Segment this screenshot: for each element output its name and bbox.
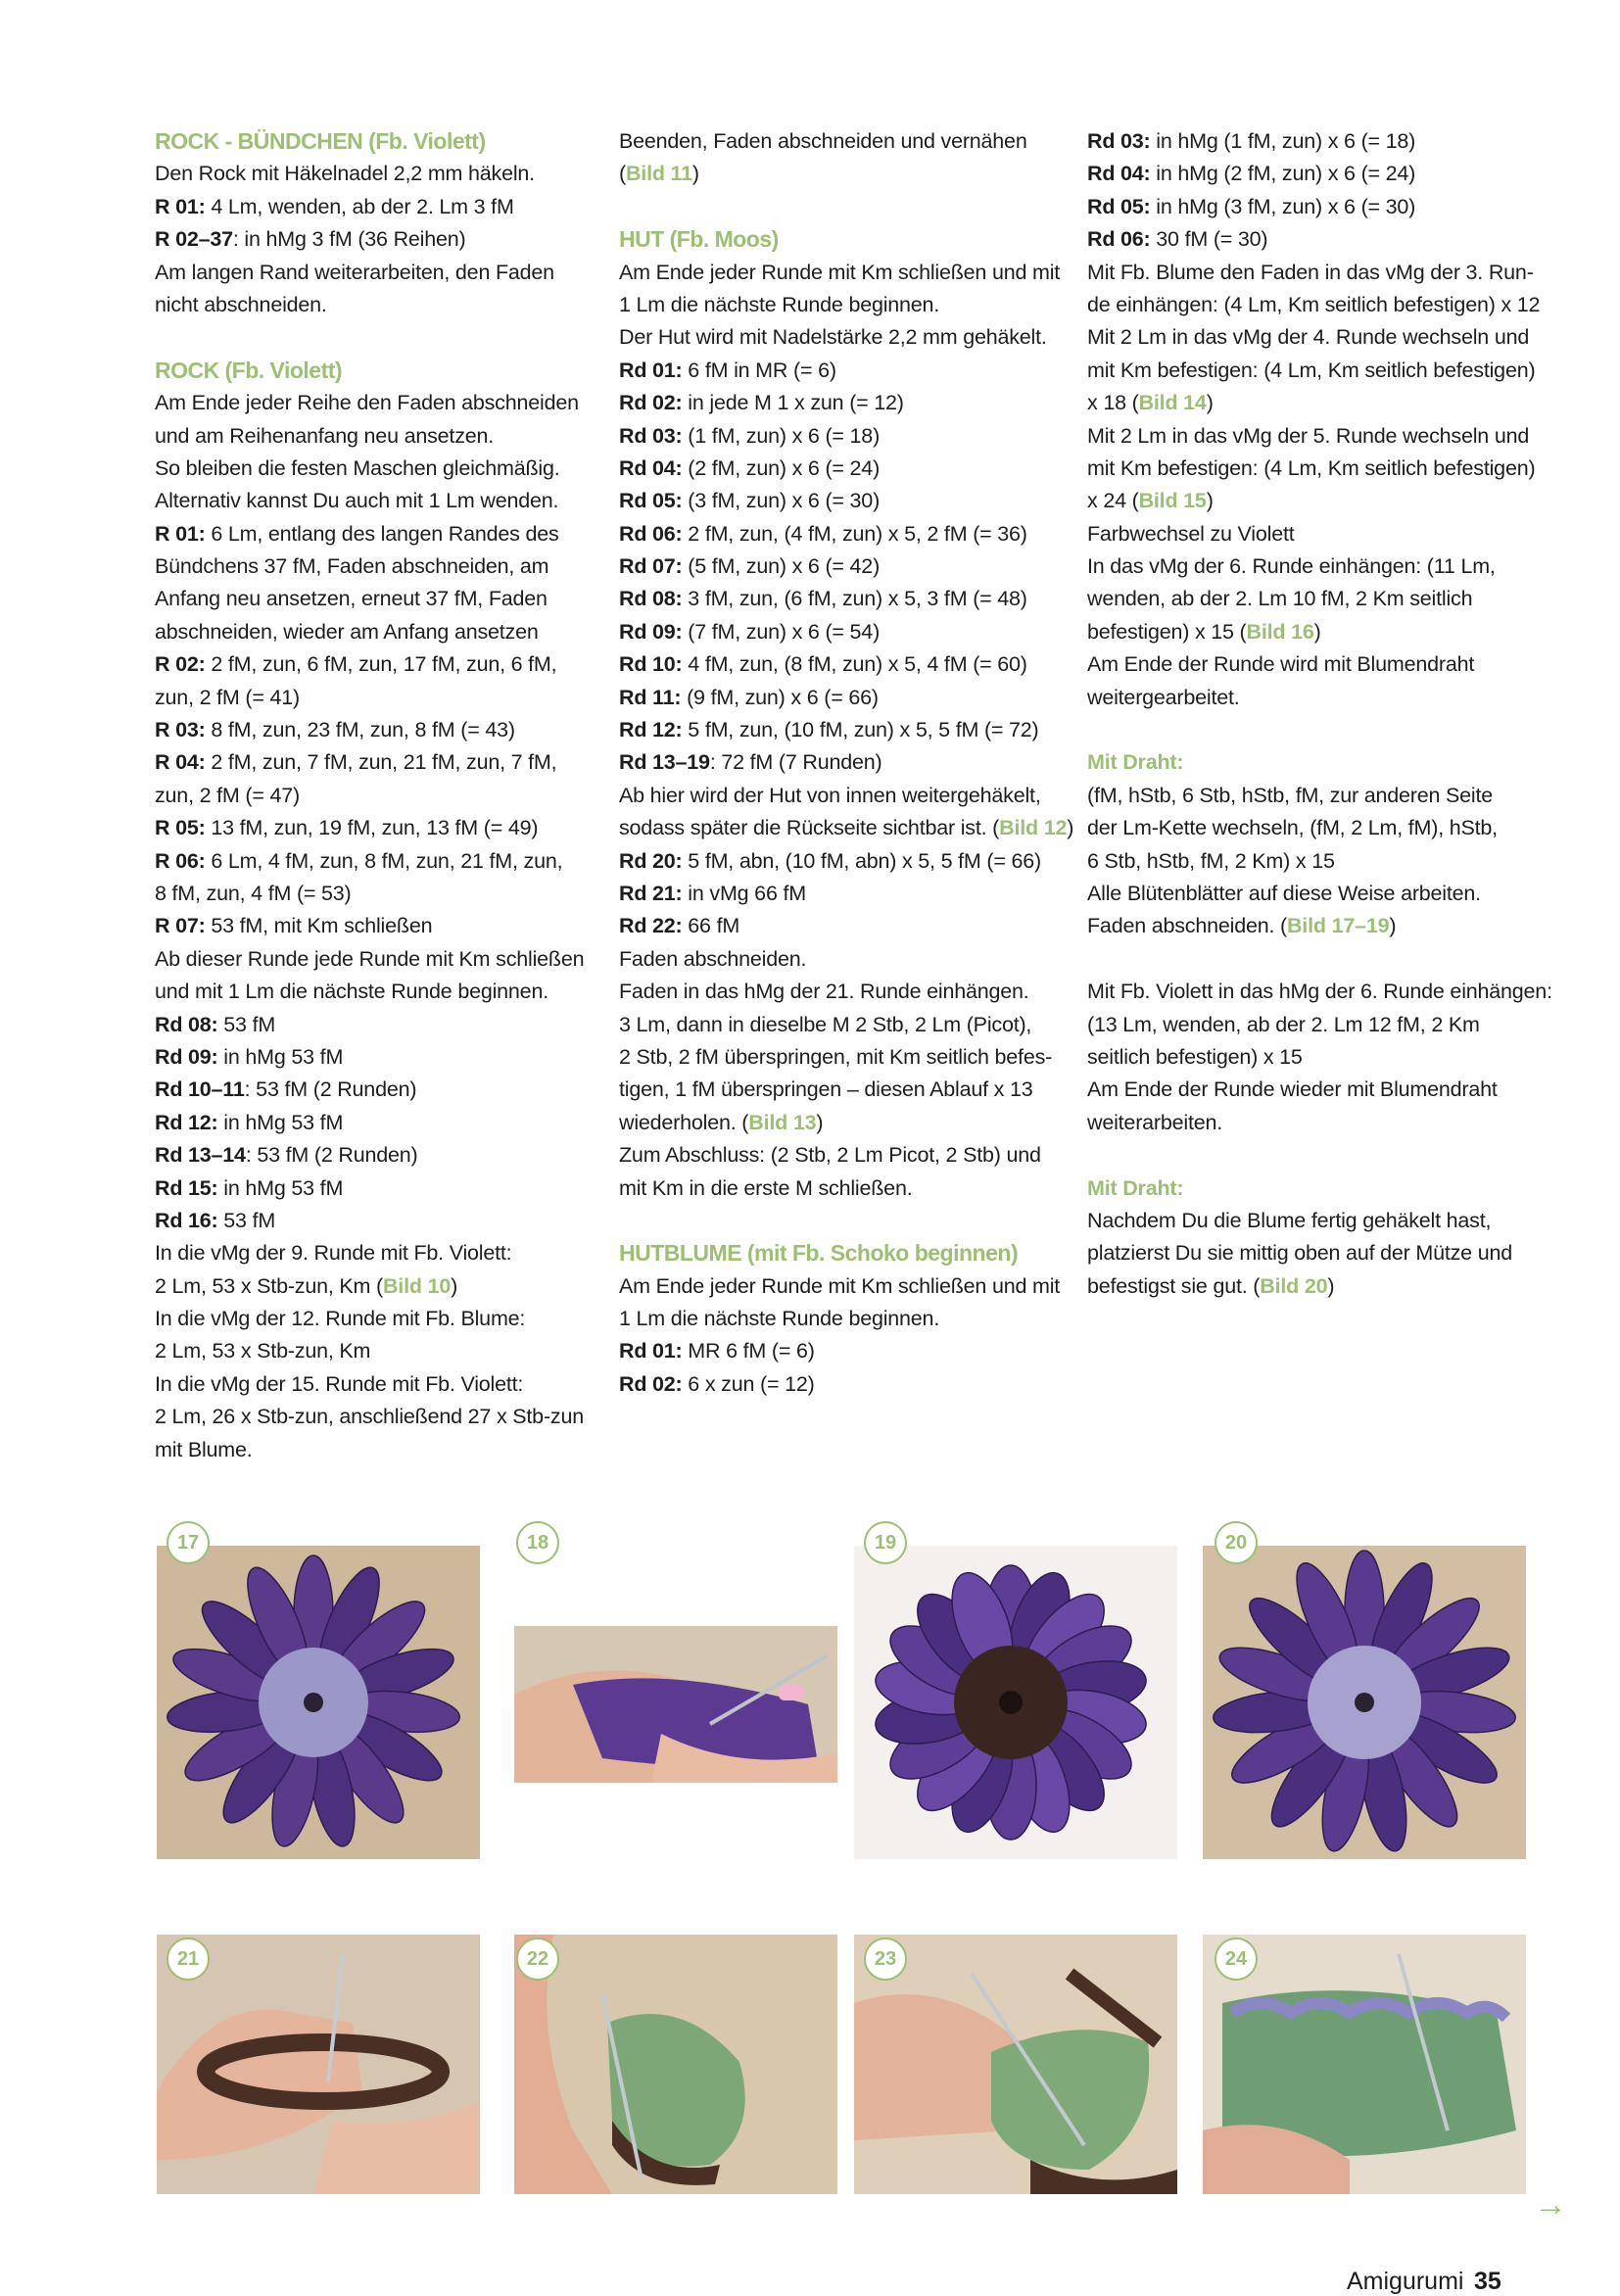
row-label: Rd 02: (619, 391, 683, 415)
text-line: zun, 2 fM (= 41) (155, 685, 300, 709)
text-line: In die vMg der 12. Runde mit Fb. Blume: (155, 1307, 526, 1331)
row-label: Rd 06: (619, 521, 683, 546)
row-label: R 04: (155, 750, 206, 775)
line-text-end: ) (1313, 619, 1321, 644)
photo-19 (854, 1546, 1177, 1859)
text-line: Mit 2 Lm in das vMg der 4. Runde wechseln und (1087, 325, 1530, 350)
instruction-row (1087, 125, 1533, 158)
row-text: in jede M 1 x zun (= 12) (682, 391, 904, 415)
instruction-row (155, 648, 600, 681)
row-text: 2 fM, zun, 7 fM, zun, 21 fM, zun, 7 fM, (205, 750, 557, 775)
row-text: (5 fM, zun) x 6 (= 42) (682, 554, 881, 579)
row-text: in hMg (3 fM, zun) x 6 (= 30) (1150, 194, 1416, 218)
heading-title: ROCK (155, 357, 219, 383)
row-text: 6 Lm, entlang des langen Randes des (205, 521, 559, 546)
row-label: Rd 05: (619, 489, 683, 513)
text-line: Bündchens 37 fM, Faden abschneiden, am (155, 554, 549, 579)
instruction-row (619, 1368, 1065, 1401)
text-line: Faden in das hMg der 21. Runde einhängen. (619, 980, 1029, 1004)
row-label: Rd 04: (619, 455, 683, 480)
text-line: wenden, ab der 2. Lm 10 fM, 2 Km seitlich (1087, 587, 1473, 611)
image-reference: Bild 15 (1138, 489, 1207, 513)
line-text: sodass später die Rückseite sichtbar ist. ( (619, 816, 1000, 840)
instruction-row (155, 746, 600, 779)
instruction-row (619, 714, 1065, 746)
spacer (155, 321, 600, 354)
text-line: In das vMg der 6. Runde einhängen: (11 Lm, (1087, 554, 1496, 579)
row-text: in vMg 66 fM (682, 881, 806, 905)
row-text: in hMg (2 fM, zun) x 6 (= 24) (1150, 162, 1416, 186)
text-line: 2 Lm, 26 x Stb-zun, anschließend 27 x Stb-zun (155, 1405, 584, 1429)
heading-title: HUTBLUME (619, 1240, 742, 1267)
column-1 (155, 125, 600, 1466)
subheading (1087, 1172, 1533, 1205)
row-text: 5 fM, zun, (10 fM, zun) x 5, 5 fM (= 72) (682, 718, 1039, 742)
text-line: Am Ende der Runde wird mit Blumendraht (1087, 652, 1475, 677)
image-reference: Bild 12 (999, 816, 1068, 840)
subheading-text: Mit Draht: (1087, 750, 1184, 775)
spacer (1087, 714, 1533, 746)
instruction-row (1087, 158, 1533, 190)
row-label: R 02: (155, 652, 206, 677)
instruction-row (155, 223, 600, 256)
text-line: Beenden, Faden abschneiden und vernähen (619, 129, 1027, 153)
text-line: 1 Lm die nächste Runde beginnen. (619, 1307, 940, 1331)
photo-number-24: 24 (1215, 1937, 1258, 1981)
image-reference: Bild 13 (748, 1110, 817, 1134)
instruction-row (155, 191, 600, 223)
photo-23 (854, 1935, 1177, 2194)
row-label: Rd 08: (155, 1012, 218, 1036)
photo-number-19: 19 (864, 1521, 907, 1564)
row-text: : 53 fM (2 Runden) (244, 1077, 417, 1102)
row-text: 4 fM, zun, (8 fM, zun) x 5, 4 fM (= 60) (682, 652, 1027, 677)
row-text: 53 fM (217, 1012, 276, 1036)
page-footer (1347, 2268, 1501, 2296)
line-text-end: ) (691, 162, 699, 186)
text-line: mit Km befestigen: (4 Lm, Km seitlich befestigen) (1087, 358, 1536, 382)
text-line (1087, 1270, 1533, 1303)
line-text-end: ) (1206, 489, 1214, 513)
row-label: Rd 21: (619, 881, 683, 905)
row-text: : 53 fM (2 Runden) (245, 1143, 418, 1168)
photo-number-18: 18 (516, 1521, 559, 1564)
instruction-row (155, 1172, 600, 1205)
text-line: weiterarbeiten. (1087, 1110, 1223, 1134)
row-label: R 05: (155, 816, 206, 840)
photo-22 (514, 1935, 837, 2194)
text-line: So bleiben die festen Maschen gleichmäßig. (155, 455, 560, 480)
instruction-row (155, 910, 600, 942)
text-line: (13 Lm, wenden, ab der 2. Lm 12 fM, 2 Km (1087, 1012, 1480, 1036)
page-number: 35 (1473, 2268, 1501, 2295)
row-text: (2 fM, zun) x 6 (= 24) (682, 455, 881, 480)
line-text-end: ) (1389, 914, 1397, 938)
row-text: (9 fM, zun) x 6 (= 66) (681, 685, 879, 709)
text-line: mit Km in die erste M schließen. (619, 1175, 913, 1200)
text-line (155, 1270, 600, 1303)
row-label: Rd 05: (1087, 194, 1151, 218)
text-line: Alle Blütenblätter auf diese Weise arbeiten. (1087, 881, 1481, 905)
row-label: Rd 15: (155, 1175, 218, 1200)
text-line: Am langen Rand weiterarbeiten, den Faden (155, 260, 554, 284)
instruction-row (155, 1139, 600, 1172)
row-label: R 01: (155, 521, 206, 546)
text-line: Anfang neu ansetzen, erneut 37 fM, Faden (155, 587, 548, 611)
section-heading (619, 1237, 1065, 1269)
row-label: Rd 03: (1087, 129, 1151, 153)
text-line: 1 Lm die nächste Runde beginnen. (619, 292, 940, 316)
instruction-row (619, 616, 1065, 648)
section-heading (155, 125, 600, 158)
text-line: nicht abschneiden. (155, 292, 327, 316)
line-text: x 24 ( (1087, 489, 1139, 513)
section-heading (155, 355, 600, 387)
line-text-end: ) (1327, 1273, 1335, 1298)
row-text: 2 fM, zun, (4 fM, zun) x 5, 2 fM (= 36) (682, 521, 1027, 546)
line-text-end: ) (1067, 816, 1074, 840)
row-label: R 07: (155, 914, 206, 938)
row-label: Rd 13–14 (155, 1143, 246, 1168)
instruction-row (619, 648, 1065, 681)
row-text: in hMg 53 fM (217, 1110, 344, 1134)
text-line: abschneiden, wieder am Anfang ansetzen (155, 619, 539, 644)
row-text: in hMg 53 fM (217, 1175, 344, 1200)
section-heading (619, 223, 1065, 256)
image-reference: Bild 20 (1260, 1273, 1328, 1298)
row-text: MR 6 fM (= 6) (682, 1339, 815, 1363)
row-label: R 02–37 (155, 227, 233, 252)
text-line: 8 fM, zun, 4 fM (= 53) (155, 881, 352, 905)
heading-subtitle: (Fb. Violett) (368, 128, 486, 154)
instruction-row (619, 910, 1065, 942)
row-label: Rd 10: (619, 652, 683, 677)
text-line: Faden abschneiden. (619, 946, 807, 971)
line-text-end: ) (451, 1273, 458, 1298)
text-line: weitergearbeitet. (1087, 685, 1240, 709)
text-line: Alternativ kannst Du auch mit 1 Lm wenden. (155, 489, 559, 513)
line-text-end: ) (1206, 391, 1214, 415)
row-text: in hMg 53 fM (217, 1044, 344, 1069)
instruction-row (619, 1335, 1065, 1367)
instruction-row (619, 845, 1065, 878)
text-line (619, 1107, 1065, 1139)
row-text: 6 fM in MR (= 6) (682, 358, 836, 382)
row-label: Rd 11: (619, 685, 682, 709)
heading-title: ROCK - BÜNDCHEN (155, 128, 363, 154)
photo-number-21: 21 (167, 1937, 210, 1981)
row-label: Rd 12: (619, 718, 683, 742)
text-line: de einhängen: (4 Lm, Km seitlich befestigen) x 12 (1087, 292, 1541, 316)
text-line (619, 812, 1074, 844)
text-line: Am Ende jeder Runde mit Km schließen und mit (619, 260, 1061, 284)
next-page-arrow-icon: → (1534, 2186, 1567, 2224)
text-line (1087, 616, 1533, 648)
row-label: Rd 10–11 (155, 1077, 245, 1102)
image-reference: Bild 16 (1246, 619, 1314, 644)
row-label: R 03: (155, 718, 206, 742)
subheading-text: Mit Draht: (1087, 1175, 1184, 1200)
row-text: (7 fM, zun) x 6 (= 54) (682, 619, 881, 644)
text-line: 3 Lm, dann in dieselbe M 2 Stb, 2 Lm (Picot), (619, 1012, 1032, 1036)
text-line: Mit 2 Lm in das vMg der 5. Runde wechseln und (1087, 423, 1530, 448)
spacer (619, 1205, 1065, 1237)
row-text: 66 fM (682, 914, 740, 938)
heading-subtitle: (Fb. Violett) (224, 357, 343, 383)
row-label: Rd 02: (619, 1371, 683, 1396)
text-line: Ab hier wird der Hut von innen weitergehäkelt, (619, 783, 1041, 807)
row-label: Rd 09: (155, 1044, 218, 1069)
image-reference: Bild 17–19 (1286, 914, 1390, 938)
row-label: Rd 20: (619, 848, 683, 873)
instruction-row (619, 550, 1065, 583)
spacer (1087, 1139, 1533, 1172)
image-reference: Bild 14 (1138, 391, 1207, 415)
row-text: 53 fM, mit Km schließen (205, 914, 433, 938)
photo-number-23: 23 (864, 1937, 907, 1981)
row-label: Rd 07: (619, 554, 683, 579)
text-line: tigen, 1 fM überspringen – diesen Ablauf x 13 (619, 1077, 1033, 1102)
row-text: (3 fM, zun) x 6 (= 30) (682, 489, 881, 513)
line-text: ( (619, 162, 626, 186)
photo-number-17: 17 (167, 1521, 210, 1564)
instruction-row (619, 682, 1065, 714)
text-line: Mit Fb. Violett in das hMg der 6. Runde einhängen: (1087, 980, 1552, 1004)
row-label: Rd 04: (1087, 162, 1151, 186)
line-text: 2 Lm, 53 x Stb-zun, Km ( (155, 1273, 383, 1298)
row-label: Rd 01: (619, 358, 683, 382)
text-line (1087, 485, 1533, 517)
text-line (1087, 387, 1533, 419)
instruction-row (619, 355, 1065, 387)
row-text: 13 fM, zun, 19 fM, zun, 13 fM (= 49) (205, 816, 539, 840)
image-reference: Bild 11 (625, 162, 692, 186)
text-line: 6 Stb, hStb, fM, 2 Km) x 15 (1087, 848, 1335, 873)
line-text-end: ) (816, 1110, 824, 1134)
instruction-row (619, 485, 1065, 517)
text-line: zun, 2 fM (= 47) (155, 783, 300, 807)
row-label: Rd 22: (619, 914, 683, 938)
line-text: befestigst sie gut. ( (1087, 1273, 1261, 1298)
row-text: (1 fM, zun) x 6 (= 18) (682, 423, 881, 448)
row-label: Rd 01: (619, 1339, 683, 1363)
instruction-row (1087, 223, 1533, 256)
instruction-row (619, 583, 1065, 615)
text-line (619, 158, 1065, 190)
row-text: 8 fM, zun, 23 fM, zun, 8 fM (= 43) (205, 718, 515, 742)
row-text: 2 fM, zun, 6 fM, zun, 17 fM, zun, 6 fM, (205, 652, 557, 677)
row-text: : in hMg 3 fM (36 Reihen) (232, 227, 466, 252)
instruction-row (155, 1009, 600, 1041)
text-line: Der Hut wird mit Nadelstärke 2,2 mm gehäkelt. (619, 325, 1047, 350)
text-line: Am Ende jeder Runde mit Km schließen und mit (619, 1273, 1061, 1298)
instruction-row (619, 387, 1065, 419)
photo-number-20: 20 (1215, 1521, 1258, 1564)
heading-subtitle: (Fb. Moos) (669, 226, 779, 253)
photo-18 (514, 1626, 837, 1783)
row-label: R 01: (155, 194, 206, 218)
row-text: in hMg (1 fM, zun) x 6 (= 18) (1150, 129, 1416, 153)
magazine-title: Amigurumi (1347, 2268, 1464, 2295)
row-label: Rd 09: (619, 619, 683, 644)
row-text: 5 fM, abn, (10 fM, abn) x 5, 5 fM (= 66) (682, 848, 1041, 873)
photo-20 (1203, 1546, 1526, 1859)
text-line: platzierst Du sie mittig oben auf der Mütze und (1087, 1241, 1512, 1266)
instruction-row (155, 1107, 600, 1139)
row-text: 3 fM, zun, (6 fM, zun) x 5, 3 fM (= 48) (682, 587, 1027, 611)
photo-17 (157, 1546, 480, 1859)
text-line: mit Blume. (155, 1437, 253, 1461)
line-text: wiederholen. ( (619, 1110, 749, 1134)
spacer (619, 191, 1065, 223)
text-line: Nachdem Du die Blume fertig gehäkelt hast, (1087, 1208, 1492, 1232)
text-line: und mit 1 Lm die nächste Runde beginnen. (155, 980, 548, 1004)
instruction-row (619, 453, 1065, 485)
instruction-row (155, 812, 600, 844)
instruction-row (155, 1205, 600, 1237)
photo-21 (157, 1935, 480, 2194)
text-line: Ab dieser Runde jede Runde mit Km schließen (155, 946, 585, 971)
row-label: Rd 12: (155, 1110, 218, 1134)
heading-subtitle: (mit Fb. Schoko beginnen) (746, 1240, 1019, 1267)
photo-number-22: 22 (516, 1937, 559, 1981)
text-line: mit Km befestigen: (4 Lm, Km seitlich befestigen) (1087, 455, 1536, 480)
row-text: 6 Lm, 4 fM, zun, 8 fM, zun, 21 fM, zun, (205, 848, 563, 873)
row-text: 30 fM (= 30) (1150, 227, 1268, 252)
row-label: R 06: (155, 848, 206, 873)
text-line: 2 Lm, 53 x Stb-zun, Km (155, 1339, 371, 1363)
row-label: Rd 13–19 (619, 750, 710, 775)
spacer (1087, 943, 1533, 976)
heading-title: HUT (619, 226, 664, 253)
line-text: x 18 ( (1087, 391, 1139, 415)
row-label: Rd 06: (1087, 227, 1151, 252)
text-line: Zum Abschluss: (2 Stb, 2 Lm Picot, 2 Stb) und (619, 1143, 1041, 1168)
text-line: (fM, hStb, 6 Stb, hStb, fM, zur anderen Seite (1087, 783, 1494, 807)
row-text: 4 Lm, wenden, ab der 2. Lm 3 fM (205, 194, 514, 218)
row-text: : 72 fM (7 Runden) (709, 750, 882, 775)
text-line: der Lm-Kette wechseln, (fM, 2 Lm, fM), hStb, (1087, 816, 1498, 840)
text-line (1087, 910, 1533, 942)
text-line: Mit Fb. Blume den Faden in das vMg der 3. Run- (1087, 260, 1534, 284)
column-2 (619, 125, 1074, 1401)
instruction-row (619, 420, 1065, 453)
instruction-row (155, 1041, 600, 1074)
text-line: Farbwechsel zu Violett (1087, 521, 1295, 546)
instruction-row (155, 1074, 600, 1106)
line-text: befestigen) x 15 ( (1087, 619, 1247, 644)
instruction-row (155, 714, 600, 746)
column-3 (1087, 125, 1552, 1303)
instruction-row (619, 518, 1065, 550)
text-line: seitlich befestigen) x 15 (1087, 1044, 1303, 1069)
text-line: Den Rock mit Häkelnadel 2,2 mm häkeln. (155, 162, 535, 186)
text-line: und am Reihenanfang neu ansetzen. (155, 423, 495, 448)
text-line: 2 Stb, 2 fM überspringen, mit Km seitlich befes- (619, 1044, 1053, 1069)
instruction-row (1087, 191, 1533, 223)
text-line: Am Ende jeder Reihe den Faden abschneiden (155, 391, 579, 415)
instruction-row (619, 878, 1065, 910)
text-line: Am Ende der Runde wieder mit Blumendraht (1087, 1077, 1498, 1102)
subheading (1087, 746, 1533, 779)
text-line: In die vMg der 15. Runde mit Fb. Violett: (155, 1371, 524, 1396)
row-text: 53 fM (217, 1208, 276, 1232)
row-text: 6 x zun (= 12) (682, 1371, 815, 1396)
row-label: Rd 08: (619, 587, 683, 611)
line-text: Faden abschneiden. ( (1087, 914, 1287, 938)
text-line: In die vMg der 9. Runde mit Fb. Violett: (155, 1241, 512, 1266)
row-label: Rd 03: (619, 423, 683, 448)
instruction-row (155, 518, 600, 550)
instruction-row (619, 746, 1065, 779)
row-label: Rd 16: (155, 1208, 218, 1232)
image-reference: Bild 10 (382, 1273, 452, 1298)
instruction-row (155, 845, 600, 878)
